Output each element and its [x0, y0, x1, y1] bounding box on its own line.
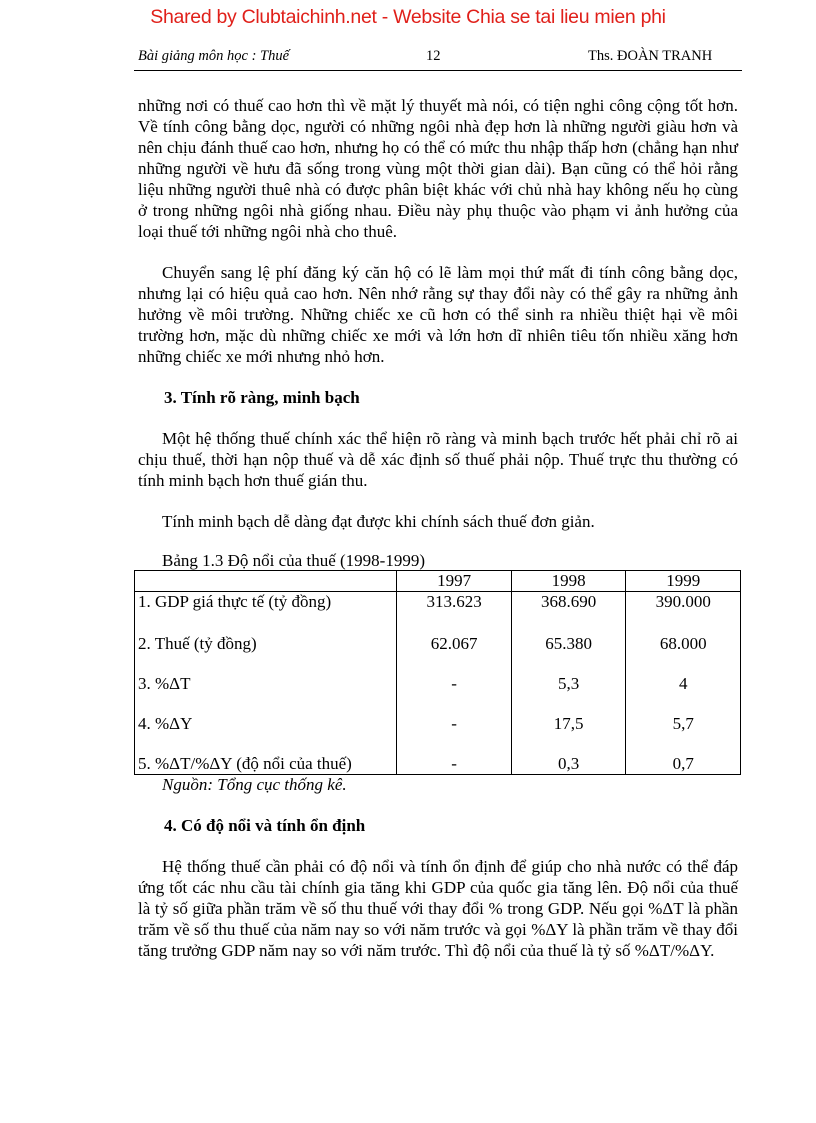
row-label: 4. %ΔY: [135, 694, 397, 734]
table-cell: -: [397, 654, 512, 694]
section-heading-3: 3. Tính rõ ràng, minh bạch: [164, 388, 360, 407]
table-cell: 62.067: [397, 614, 512, 654]
header-cell-1997: 1997: [397, 571, 512, 592]
table-cell: 0,3: [511, 734, 626, 775]
table-cell: 4: [626, 654, 741, 694]
watermark: Shared by Clubtaichinh.net - Website Chia se tai lieu mien phi: [150, 6, 666, 28]
table-row: [135, 734, 741, 775]
table-header-row: [135, 571, 741, 592]
table-row: [135, 694, 741, 734]
table-row: [135, 592, 741, 615]
header-cell-1999: 1999: [626, 571, 741, 592]
table-cell: -: [397, 734, 512, 775]
table-cell: 313.623: [397, 592, 512, 615]
row-label: 1. GDP giá thực tế (tỷ đồng): [135, 592, 397, 615]
author-name: Ths. ĐOÀN TRANH: [588, 48, 713, 64]
table-row: [135, 614, 741, 654]
buoyancy-table: [134, 570, 741, 775]
header-cell: [135, 571, 397, 592]
table-row: [135, 654, 741, 694]
table-source: Nguồn: Tổng cục thống kê.: [162, 775, 347, 794]
header-cell-1998: 1998: [511, 571, 626, 592]
table-cell: 0,7: [626, 734, 741, 775]
table-cell: 390.000: [626, 592, 741, 615]
paragraph-1: những nơi có thuế cao hơn thì về mặt lý thuyết mà nói, có tiện nghi công cộng tốt hơn. Về tính công bằng dọc, người có những ngôi nhà đẹp hơn là những người giàu hơn và nên chịu đánh thuế cao hơn, nhưng họ có thể có mức thu nhập thấp hơn (chẳng hạn như những người về hưu đã sống trong vùng một thời gian dài). Bạn cũng có thể hỏi rằng liệu những người thuê nhà có được phân biệt khác với chủ nhà hay không nếu họ cùng ở trong những ngôi nhà giống nhau. Điều này phụ thuộc vào phạm vi ảnh hưởng của loại thuế tới những ngôi nhà cho thuê.: [138, 96, 738, 241]
row-label: 2. Thuế (tỷ đồng): [135, 614, 397, 654]
table-cell: 368.690: [511, 592, 626, 615]
paragraph-2: Chuyển sang lệ phí đăng ký căn hộ có lẽ làm mọi thứ mất đi tính công bằng dọc, nhưng lại có hiệu quả cao hơn. Nên nhớ rằng sự thay đổi này có thể gây ra những ảnh hưởng về môi trường. Những chiếc xe cũ hơn có thể sinh ra nhiều thiệt hại về môi trường hơn, mặc dù những chiếc xe mới và lớn hơn dĩ nhiên tiêu tốn nhiều xăng hơn những chiếc xe mới nhưng nhỏ hơn.: [138, 263, 738, 366]
page-body: [138, 95, 738, 961]
table-cell: 68.000: [626, 614, 741, 654]
header-rule: [134, 70, 742, 71]
paragraph-5: Hệ thống thuế cần phải có độ nổi và tính ổn định để giúp cho nhà nước có thể đáp ứng tốt các nhu cầu tài chính gia tăng khi GDP của quốc gia tăng lên. Độ nổi của thuế là tỷ số giữa phần trăm về số thu thuế với thay đổi % trong GDP. Nếu gọi %ΔT là phần trăm về số thu thuế của năm nay so với năm trước và gọi %ΔY là phần trăm về thay đổi tăng trưởng GDP năm nay so với năm trước. Thì độ nổi của thuế là tỷ số %ΔT/%ΔY.: [138, 857, 738, 960]
section-heading-4: 4. Có độ nổi và tính ổn định: [164, 816, 366, 835]
row-label: 5. %ΔT/%ΔY (độ nổi của thuế): [135, 734, 397, 775]
page-number: 12: [426, 48, 441, 64]
table-cell: 17,5: [511, 694, 626, 734]
table-caption: Bảng 1.3 Độ nổi của thuế (1998-1999): [162, 551, 425, 570]
table-cell: 5,3: [511, 654, 626, 694]
table-cell: 5,7: [626, 694, 741, 734]
paragraph-4: Tính minh bạch dễ dàng đạt được khi chính sách thuế đơn giản.: [162, 512, 595, 531]
row-label: 3. %ΔT: [135, 654, 397, 694]
paragraph-3: Một hệ thống thuế chính xác thể hiện rõ ràng và minh bạch trước hết phải chỉ rõ ai chịu thuế, thời hạn nộp thuế và dễ xác định số thuế phải nộp. Thuế trực thu thường có tính minh bạch hơn thuế gián thu.: [138, 429, 738, 490]
course-title: Bài giảng môn học : Thuế: [138, 48, 290, 64]
table-cell: 65.380: [511, 614, 626, 654]
table-cell: -: [397, 694, 512, 734]
